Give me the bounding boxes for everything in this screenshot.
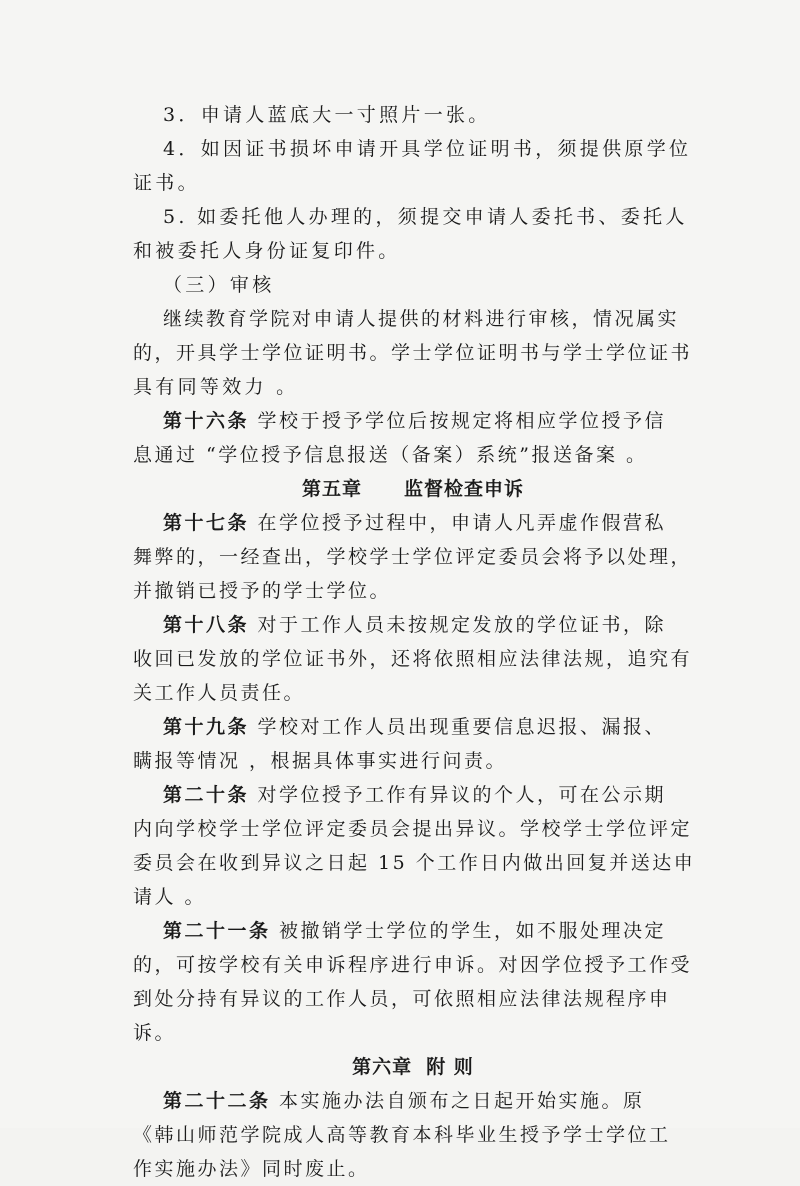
article-21-label: 第二十一条 [163, 920, 271, 942]
article-22-line2: 《韩山师范学院成人高等教育本科毕业生授予学士学位工 [133, 1124, 671, 1146]
article-19-line2: 瞒报等情况 ，根据具体事实进行问责。 [133, 750, 508, 772]
item-4-line2: 证书。 [133, 172, 200, 194]
article-18-text1: 对于工作人员未按规定发放的学位证书，除 [249, 614, 667, 636]
item-5-line2: 和被委托人身份证复印件。 [133, 240, 401, 262]
article-21-text1: 被撤销学士学位的学生，如不服处理决定 [270, 920, 667, 942]
item-5-line1: 5. 如委托他人办理的，须提交申请人委托书、委托人 [163, 206, 688, 228]
chapter-6-title: 附 则 [426, 1056, 474, 1078]
chapter-5-heading [133, 472, 693, 506]
chapter-5-title: 监督检查申诉 [404, 478, 525, 500]
article-17-line1 [133, 506, 693, 540]
review-paragraph-line1: 继续教育学院对申请人提供的材料进行审核，情况属实 [163, 308, 680, 330]
item-3: 3．申请人蓝底大一寸照片一张。 [163, 104, 491, 126]
article-16-label: 第十六条 [163, 410, 250, 432]
section-review-heading: （三）审核 [163, 274, 275, 296]
article-16-text1: 学校于授予学位后按规定将相应学位授予信 [249, 410, 667, 432]
article-21-line2: 的，可按学校有关申诉程序进行申诉。对因学位授予工作受 [133, 954, 693, 976]
article-17-line3: 并撤销已授予的学士学位。 [133, 580, 392, 602]
article-21-line1 [133, 914, 693, 948]
article-18-label: 第十八条 [163, 614, 250, 636]
document-body [133, 98, 696, 1186]
article-16-line1 [133, 404, 693, 438]
article-20-line3: 委员会在收到异议之日起 15 个工作日内做出回复并送达申 [133, 852, 696, 874]
article-17-label: 第十七条 [163, 512, 250, 534]
article-18-line3: 关工作人员责任。 [133, 682, 306, 704]
chapter-6-heading [133, 1050, 693, 1084]
article-20-line2: 内向学校学士学位评定委员会提出异议。学校学士学位评定 [133, 818, 693, 840]
article-22-text1: 本实施办法自颁布之日起开始实施。原 [270, 1090, 645, 1112]
article-22-label: 第二十二条 [163, 1090, 271, 1112]
article-16-line2: 息通过 “学位授予信息报送（备案）系统”报送备案 。 [133, 444, 648, 466]
article-21-line4: 诉。 [133, 1022, 177, 1044]
article-20-line1 [133, 778, 693, 812]
article-20-text1: 对学位授予工作有异议的个人，可在公示期 [249, 784, 667, 806]
article-22-line1 [133, 1084, 693, 1118]
article-19-line1 [133, 710, 693, 744]
review-paragraph-line2: 的，开具学士学位证明书。学士学位证明书与学士学位证书 [133, 342, 693, 364]
chapter-5-number: 第五章 [301, 478, 362, 500]
article-17-text1: 在学位授予过程中，申请人凡弄虚作假营私 [249, 512, 667, 534]
article-21-line3: 到处分持有异议的工作人员，可依照相应法律法规程序申 [133, 988, 671, 1010]
review-paragraph-line3: 具有同等效力 。 [133, 376, 299, 398]
chapter-6-number: 第六章 [352, 1056, 413, 1078]
article-20-line4: 请人 。 [133, 886, 207, 908]
article-19-label: 第十九条 [163, 716, 250, 738]
article-18-line2: 收回已发放的学位证书外，还将依照相应法律法规，追究有 [133, 648, 693, 670]
article-22-line3: 作实施办法》同时废止。 [133, 1158, 370, 1180]
article-20-label: 第二十条 [163, 784, 250, 806]
article-18-line1 [133, 608, 693, 642]
article-19-text1: 学校对工作人员出现重要信息迟报、漏报、 [249, 716, 667, 738]
item-4-line1: 4．如因证书损坏申请开具学位证明书，须提供原学位 [163, 138, 692, 160]
article-17-line2: 舞弊的，一经查出，学校学士学位评定委员会将予以处理， [133, 546, 693, 568]
